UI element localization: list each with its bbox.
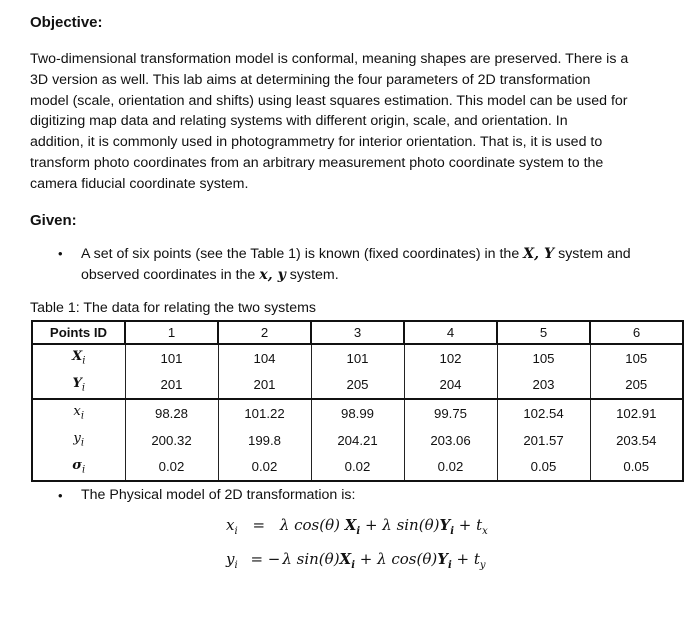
- bullet-icon: •: [58, 488, 63, 503]
- cell: 102: [404, 344, 497, 372]
- table-header-row: [32, 321, 683, 344]
- header-cell: 4: [404, 321, 497, 344]
- row-label-Y: $Y_i$: [32, 372, 125, 400]
- cell: 203.06: [404, 427, 497, 454]
- objective-line: camera fiducial coordinate system.: [30, 175, 249, 192]
- cell: 205: [590, 372, 683, 400]
- cell: 101: [311, 344, 404, 372]
- objective-paragraph: [30, 49, 680, 195]
- table-row-Y: [32, 372, 683, 400]
- cell: 105: [590, 344, 683, 372]
- cell: 200.32: [125, 427, 218, 454]
- cell: 102.91: [590, 399, 683, 427]
- model-bullet-text: The Physical model of 2D transformation is:: [81, 487, 356, 503]
- objective-line: digitizing map data and relating systems with different origin, scale, and orientation. In: [30, 113, 568, 130]
- bullet-icon: •: [58, 246, 63, 261]
- equation-x: $x_i = \lambda$ cos(θ) $X_i + \lambda$ $\sin(\theta)Y_i + t_x$: [226, 516, 488, 537]
- row-label-x: $x_i$: [32, 399, 125, 427]
- cell: 201.57: [497, 427, 590, 454]
- equation-y: $y_i$ = − λ $\sin(\theta)X_i + \lambda$ $\cos(\theta)Y_i + t_y$: [226, 550, 486, 571]
- table-row-X: [32, 344, 683, 372]
- header-cell-points-id: Points ID: [32, 321, 125, 344]
- cell: 0.02: [404, 454, 497, 482]
- cell: 201: [218, 372, 311, 400]
- cell: 203.54: [590, 427, 683, 454]
- header-cell: 6: [590, 321, 683, 344]
- cell: 201: [125, 372, 218, 400]
- objective-line: transform photo coordinates from an arbitrary measurement photo coordinate system to the: [30, 154, 604, 171]
- data-table: [31, 320, 684, 482]
- cell: 102.54: [497, 399, 590, 427]
- cell: 204: [404, 372, 497, 400]
- objective-line: Two-dimensional transformation model is conformal, meaning shapes are preserved. There is a: [30, 51, 629, 67]
- cell: 204.21: [311, 427, 404, 454]
- objective-line: 3D version as well. This lab aims at determining the four parameters of 2D transformation: [30, 71, 591, 88]
- row-label-y: $y_i$: [32, 427, 125, 454]
- cell: 0.05: [497, 454, 590, 482]
- cell: 101.22: [218, 399, 311, 427]
- table-row-sigma: [32, 454, 683, 482]
- objective-line: addition, it is commonly used in photogrammetry for interior orientation. That is, it is used to: [30, 134, 603, 151]
- cell: 0.02: [125, 454, 218, 482]
- table-row-x: [32, 399, 683, 427]
- header-cell: 3: [311, 321, 404, 344]
- given-bullet-line-2: observed coordinates in the x, y system.: [81, 267, 339, 283]
- cell: 104: [218, 344, 311, 372]
- objective-heading: Objective:: [30, 14, 103, 31]
- cell: 101: [125, 344, 218, 372]
- objective-line: model (scale, orientation and shifts) using least squares estimation. This model can be used for: [30, 92, 628, 109]
- header-cell: 2: [218, 321, 311, 344]
- cell: 98.99: [311, 399, 404, 427]
- cell: 99.75: [404, 399, 497, 427]
- cell: 0.02: [218, 454, 311, 482]
- row-label-sigma: $\sigma_i$: [32, 454, 125, 482]
- header-cell: 1: [125, 321, 218, 344]
- given-heading: Given:: [30, 212, 77, 229]
- given-bullet-line-1: A set of six points (see the Table 1) is known (fixed coordinates) in the X, Y system and: [81, 246, 631, 262]
- cell: 0.05: [590, 454, 683, 482]
- row-label-X: $X_i$: [32, 344, 125, 372]
- cell: 205: [311, 372, 404, 400]
- given-bullet: [81, 244, 631, 286]
- cell: 105: [497, 344, 590, 372]
- table-row-y: [32, 427, 683, 454]
- table-caption: Table 1: The data for relating the two systems: [30, 300, 316, 316]
- cell: 203: [497, 372, 590, 400]
- cell: 0.02: [311, 454, 404, 482]
- cell: 199.8: [218, 427, 311, 454]
- header-cell: 5: [497, 321, 590, 344]
- cell: 98.28: [125, 399, 218, 427]
